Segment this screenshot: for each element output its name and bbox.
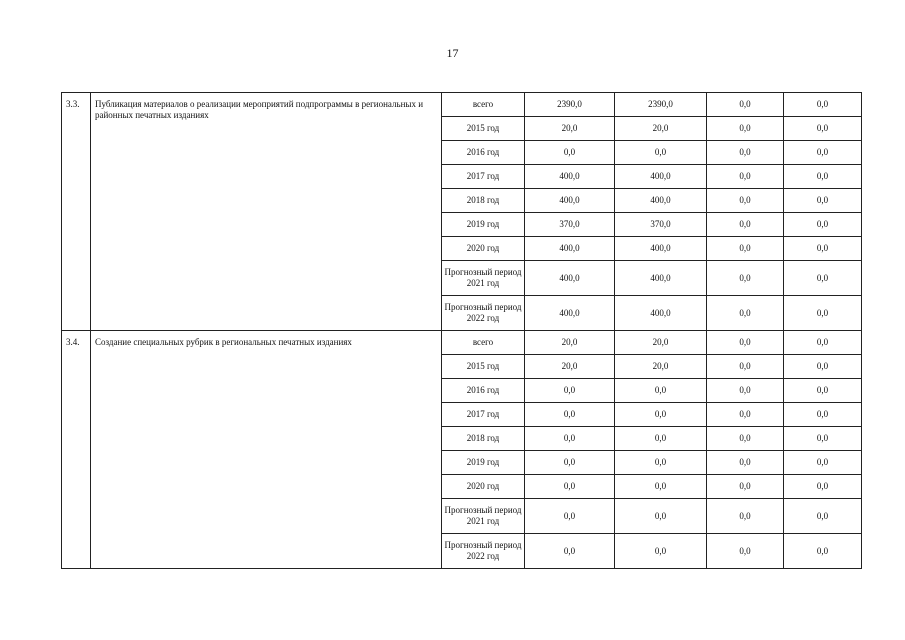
- value-cell: 0,0: [784, 296, 862, 331]
- value-cell: 400,0: [615, 165, 707, 189]
- section-number: 3.3.: [62, 93, 91, 331]
- value-cell: 400,0: [525, 237, 615, 261]
- value-cell: 0,0: [707, 296, 784, 331]
- value-cell: 0,0: [784, 475, 862, 499]
- period-cell: 2017 год: [442, 403, 525, 427]
- value-cell: 20,0: [525, 117, 615, 141]
- value-cell: 0,0: [615, 403, 707, 427]
- period-cell: 2015 год: [442, 117, 525, 141]
- value-cell: 0,0: [615, 534, 707, 569]
- period-cell: Прогнозный период 2021 год: [442, 499, 525, 534]
- value-cell: 0,0: [525, 403, 615, 427]
- value-cell: 20,0: [615, 331, 707, 355]
- value-cell: 0,0: [525, 451, 615, 475]
- value-cell: 0,0: [525, 379, 615, 403]
- value-cell: 0,0: [615, 379, 707, 403]
- period-cell: 2016 год: [442, 379, 525, 403]
- period-cell: Прогнозный период 2021 год: [442, 261, 525, 296]
- period-cell: 2020 год: [442, 475, 525, 499]
- table-row: [62, 331, 862, 355]
- value-cell: 0,0: [525, 475, 615, 499]
- value-cell: 0,0: [784, 379, 862, 403]
- value-cell: 0,0: [784, 213, 862, 237]
- value-cell: 370,0: [525, 213, 615, 237]
- value-cell: 2390,0: [525, 93, 615, 117]
- period-cell: всего: [442, 331, 525, 355]
- period-cell: 2019 год: [442, 213, 525, 237]
- value-cell: 0,0: [784, 237, 862, 261]
- value-cell: 0,0: [707, 427, 784, 451]
- value-cell: 20,0: [615, 355, 707, 379]
- value-cell: 0,0: [707, 379, 784, 403]
- period-cell: Прогнозный период 2022 год: [442, 296, 525, 331]
- value-cell: 0,0: [707, 475, 784, 499]
- period-cell: 2020 год: [442, 237, 525, 261]
- value-cell: 0,0: [707, 165, 784, 189]
- value-cell: 0,0: [707, 355, 784, 379]
- value-cell: 0,0: [784, 141, 862, 165]
- value-cell: 0,0: [784, 189, 862, 213]
- value-cell: 20,0: [525, 331, 615, 355]
- value-cell: 0,0: [784, 427, 862, 451]
- value-cell: 0,0: [784, 534, 862, 569]
- value-cell: 0,0: [707, 117, 784, 141]
- value-cell: 0,0: [707, 331, 784, 355]
- value-cell: 0,0: [615, 451, 707, 475]
- value-cell: 0,0: [707, 93, 784, 117]
- page-number: 17: [446, 46, 459, 60]
- section-title: Публикация материалов о реализации мероприятий подпрограммы в региональных и районных печатных изданиях: [91, 93, 442, 331]
- value-cell: 0,0: [707, 141, 784, 165]
- value-cell: 0,0: [784, 93, 862, 117]
- value-cell: 0,0: [525, 427, 615, 451]
- value-cell: 0,0: [784, 261, 862, 296]
- value-cell: 0,0: [784, 331, 862, 355]
- value-cell: 0,0: [707, 189, 784, 213]
- value-cell: 400,0: [525, 165, 615, 189]
- value-cell: 0,0: [784, 165, 862, 189]
- value-cell: 400,0: [615, 296, 707, 331]
- value-cell: 0,0: [525, 499, 615, 534]
- value-cell: 0,0: [707, 451, 784, 475]
- value-cell: 400,0: [525, 261, 615, 296]
- value-cell: 0,0: [525, 534, 615, 569]
- value-cell: 0,0: [707, 261, 784, 296]
- period-cell: всего: [442, 93, 525, 117]
- value-cell: 400,0: [615, 261, 707, 296]
- value-cell: 0,0: [615, 499, 707, 534]
- table-row: [62, 93, 862, 117]
- value-cell: 20,0: [525, 355, 615, 379]
- value-cell: 0,0: [615, 475, 707, 499]
- value-cell: 0,0: [525, 141, 615, 165]
- value-cell: 400,0: [525, 296, 615, 331]
- section-title: Создание специальных рубрик в региональных печатных изданиях: [91, 331, 442, 569]
- value-cell: 0,0: [784, 403, 862, 427]
- value-cell: 400,0: [615, 189, 707, 213]
- value-cell: 0,0: [784, 499, 862, 534]
- value-cell: 2390,0: [615, 93, 707, 117]
- value-cell: 0,0: [707, 237, 784, 261]
- period-cell: 2018 год: [442, 189, 525, 213]
- value-cell: 20,0: [615, 117, 707, 141]
- value-cell: 400,0: [615, 237, 707, 261]
- value-cell: 0,0: [784, 355, 862, 379]
- period-cell: 2015 год: [442, 355, 525, 379]
- value-cell: 0,0: [707, 213, 784, 237]
- period-cell: 2019 год: [442, 451, 525, 475]
- value-cell: 370,0: [615, 213, 707, 237]
- value-cell: 0,0: [707, 403, 784, 427]
- budget-table: [61, 92, 862, 569]
- value-cell: 0,0: [784, 117, 862, 141]
- value-cell: 0,0: [707, 534, 784, 569]
- value-cell: 0,0: [784, 451, 862, 475]
- period-cell: 2016 год: [442, 141, 525, 165]
- period-cell: 2017 год: [442, 165, 525, 189]
- value-cell: 400,0: [525, 189, 615, 213]
- value-cell: 0,0: [615, 427, 707, 451]
- section-number: 3.4.: [62, 331, 91, 569]
- value-cell: 0,0: [707, 499, 784, 534]
- value-cell: 0,0: [615, 141, 707, 165]
- period-cell: 2018 год: [442, 427, 525, 451]
- period-cell: Прогнозный период 2022 год: [442, 534, 525, 569]
